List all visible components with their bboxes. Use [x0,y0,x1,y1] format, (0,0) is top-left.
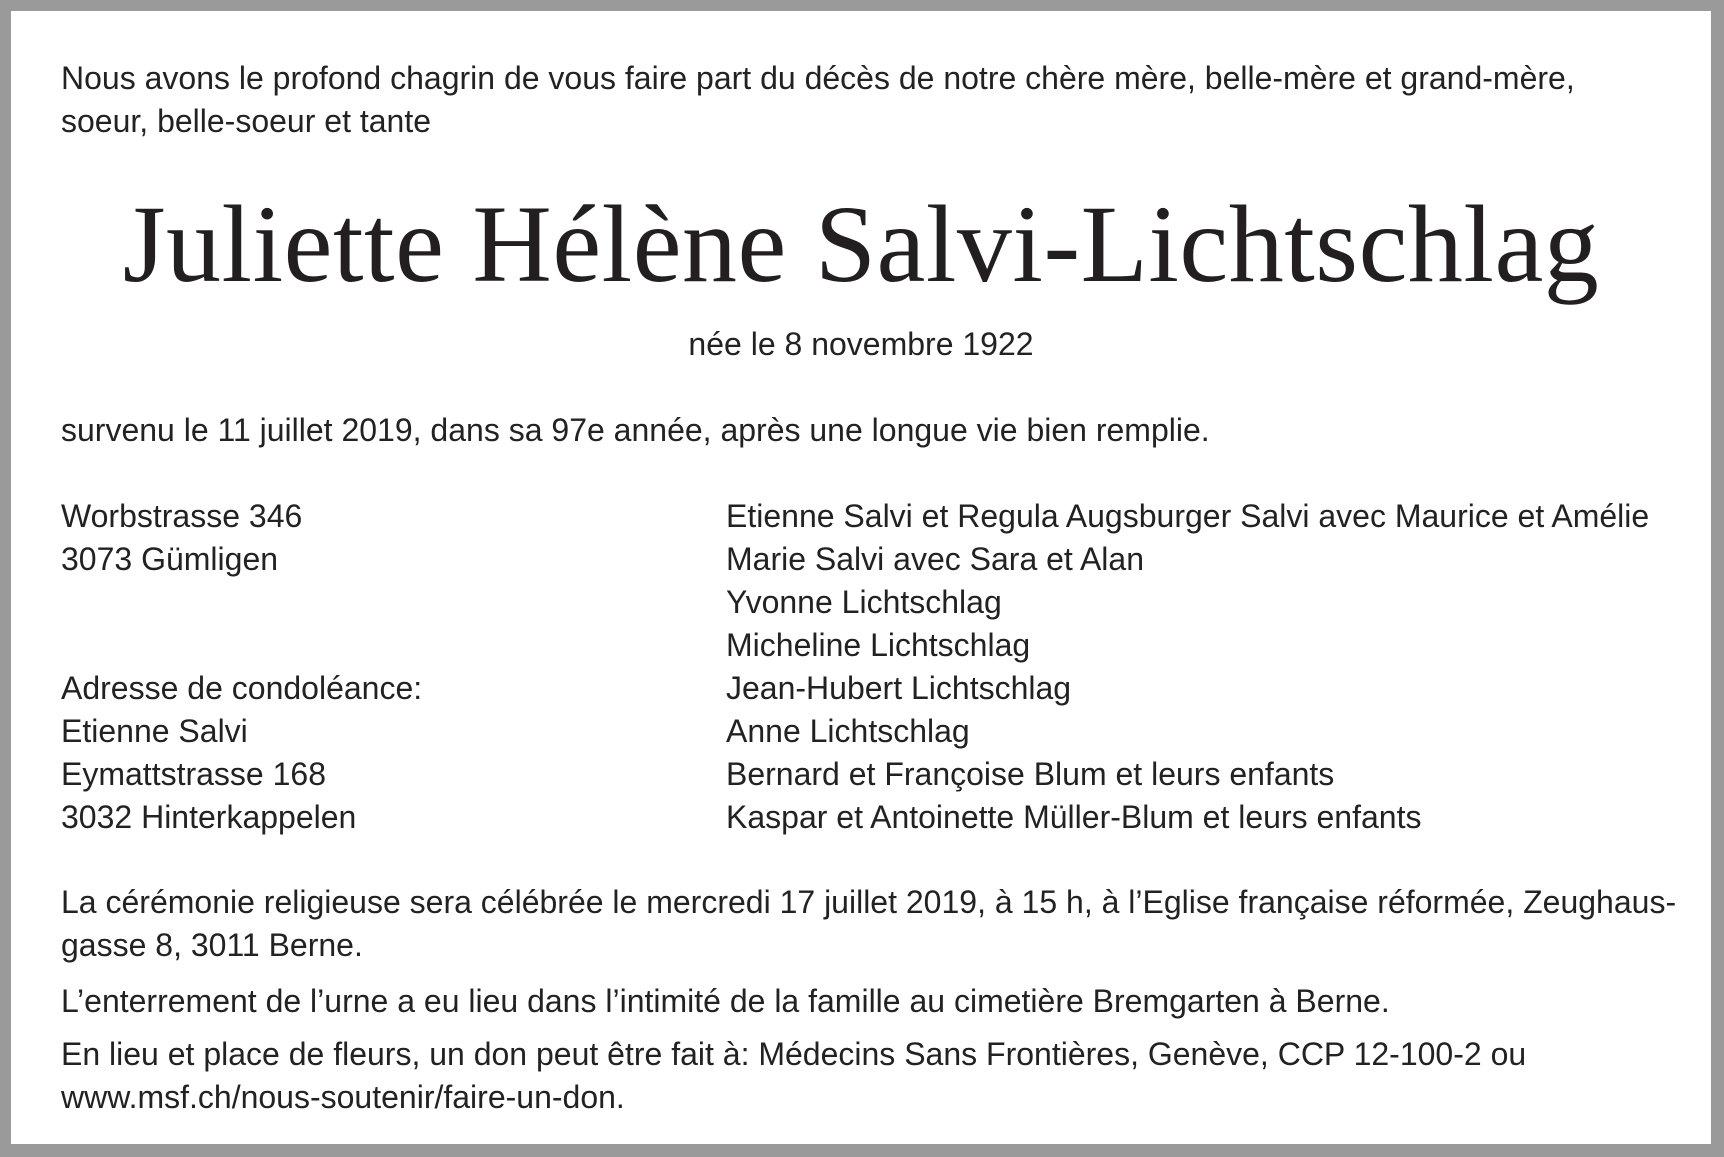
condolence-street: Eymattstrasse 168 [61,756,326,792]
mourner-entry: Marie Salvi avec Sara et Alan [726,541,1144,577]
mourner-entry: Bernard et Françoise Blum et leurs enfants [726,756,1335,792]
address-column [61,495,701,839]
deceased-name: Juliette Hélène Salvi-Lichtschlag [122,183,1600,305]
donation-line: En lieu et place de fleurs, un don peut être fait à: Médecins Sans Frontières, Genève, CCP 12-100-2 ou [61,1036,1527,1072]
intro-line: Nous avons le profond chagrin de vous faire part du décès de notre chère mère, belle-mère et grand-mère, [61,60,1575,96]
spacer [61,581,701,624]
ceremony-line: gasse 8, 3011 Berne. [61,927,363,963]
burial-paragraph: L’enterrement de l’urne a eu lieu dans l’intimité de la famille au cimetière Bremgarten à Berne. [61,983,1390,1019]
mourner-entry: Yvonne Lichtschlag [726,584,1002,620]
mourner-entry: Micheline Lichtschlag [726,627,1031,663]
mourner-entry: Anne Lichtschlag [726,713,970,749]
donation-link-text: www.msf.ch/nous-soutenir/faire-un-don. [61,1079,625,1115]
ceremony-paragraph [61,881,1681,967]
mourner-entry: Etienne Salvi et Regula Augsburger Salvi avec Maurice et Amélie [726,498,1650,534]
mourner-entry: Kaspar et Antoinette Müller-Blum et leurs enfants [726,799,1422,835]
mourner-entry: Jean-Hubert Lichtschlag [726,670,1072,706]
condolence-city: 3032 Hinterkappelen [61,799,357,835]
condolence-name: Etienne Salvi [61,713,248,749]
home-street: Worbstrasse 346 [61,498,303,534]
intro-paragraph [61,57,1681,143]
condolence-heading: Adresse de condoléance: [61,670,423,706]
birth-date-line: née le 8 novembre 1922 [688,326,1034,362]
spacer [61,624,701,667]
donation-paragraph [61,1033,1681,1119]
intro-line: soeur, belle-soeur et tante [61,103,432,139]
death-date-line: survenu le 11 juillet 2019, dans sa 97e année, après une longue vie bien remplie. [61,412,1210,448]
home-city: 3073 Gümligen [61,541,279,577]
ceremony-line: La cérémonie religieuse sera célébrée le mercredi 17 juillet 2019, à 15 h, à l’Eglise française réformée, Zeughaus- [61,884,1677,920]
mourners-list [726,495,1686,839]
obituary-notice [11,11,1711,1144]
